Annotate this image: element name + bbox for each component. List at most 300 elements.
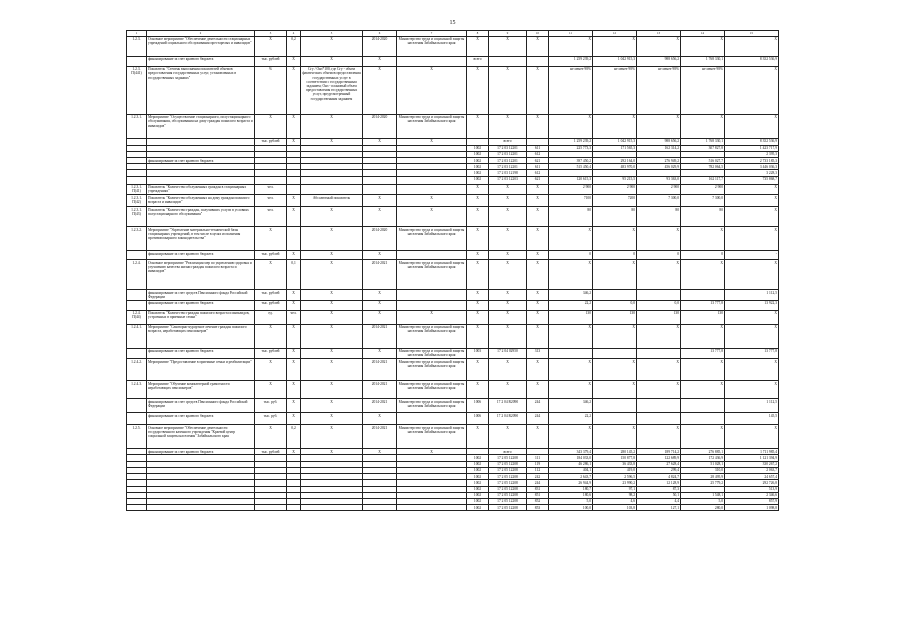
table-cell: X — [287, 300, 301, 310]
table-cell — [147, 505, 255, 511]
table-cell: 17 2 03 12201 — [489, 151, 527, 157]
table-cell — [397, 184, 467, 194]
table-cell: 397 450,2 — [549, 158, 593, 164]
table-cell: X — [301, 413, 363, 425]
table-cell: X — [549, 260, 593, 290]
table-cell: X — [489, 36, 527, 56]
table-cell: X — [255, 260, 287, 290]
table-cell: 313 — [527, 348, 549, 358]
table-cell: Министерство труда и социальной защиты населения Забайкальского края — [397, 36, 467, 56]
header-col-number: 13 — [637, 31, 681, 37]
table-row — [127, 359, 779, 381]
table-cell: X — [549, 114, 593, 138]
table-cell: тыс. рублей — [255, 56, 287, 66]
table-cell: Министерство труда и социальной защиты населения Забайкальского края — [397, 348, 467, 358]
table-cell: X — [363, 290, 397, 300]
table-cell: X — [467, 324, 489, 348]
table-cell: 17 2 05 12208 — [489, 486, 527, 492]
table-cell: 1.2.3.1. П(43) — [127, 207, 147, 227]
header-col-number: 6 — [363, 31, 397, 37]
table-row — [127, 505, 779, 511]
table-cell: X — [593, 36, 637, 56]
table-cell: X — [287, 66, 301, 114]
table-cell: Министерство труда и социальной защиты населения Забайкальского края — [397, 359, 467, 381]
table-cell: Основное мероприятие "Реализация мер по укреплению здоровья и улучшению качества жизни граждан пожилого возраста и инвалидов" — [147, 260, 255, 290]
table-cell: X — [637, 36, 681, 56]
table-cell: X — [255, 227, 287, 251]
table-cell: 150 877,8 — [593, 455, 637, 461]
table-cell: X — [637, 381, 681, 399]
table-cell: X — [255, 114, 287, 138]
table-cell: 0,2 — [287, 425, 301, 449]
header-col-number: 9 — [489, 31, 527, 37]
table-cell: 17 2 03 12201 — [489, 164, 527, 170]
table-cell: не менее 98% — [593, 66, 637, 114]
table-cell: 1.2.3. П(441) — [127, 66, 147, 114]
table-cell: Мероприятие "Осуществление стационарного, полустационарного обслуживания, обслуживания на дому граждан пожилого возраста и инвалидов" — [147, 114, 255, 138]
table-cell: X — [301, 300, 363, 310]
table-cell: 1.2.3.2. — [127, 227, 147, 251]
table-cell: X — [467, 300, 489, 310]
table-row — [127, 195, 779, 207]
table-cell: X — [363, 56, 397, 66]
table-cell: Министерство труда и социальной защиты населения Забайкальского края — [397, 399, 467, 413]
table-cell — [637, 290, 681, 300]
header-col-number: 5 — [301, 31, 363, 37]
table-cell: 851 — [527, 492, 549, 498]
table-cell: X — [637, 114, 681, 138]
table-cell: X — [527, 290, 549, 300]
table-cell: 1002 — [467, 164, 489, 170]
table-cell: 292 164,0 — [593, 158, 637, 164]
table-cell: 0,0 — [637, 300, 681, 310]
table-row — [127, 66, 779, 114]
table-cell: X — [287, 207, 301, 227]
table-cell: X — [363, 413, 397, 425]
table-cell: 25 779,2 — [681, 480, 725, 486]
table-cell: 857,9 — [725, 498, 779, 504]
table-cell: X — [527, 227, 549, 251]
table-cell: X — [301, 138, 363, 145]
table-cell: X — [301, 425, 363, 449]
table-cell: 2014-2020 — [363, 227, 397, 251]
table-cell: 51 028,1 — [681, 461, 725, 467]
table-cell: 612 — [527, 151, 549, 157]
table-cell: 2014-2021 — [363, 359, 397, 381]
table-cell: 17 2 04 02950 — [489, 348, 527, 358]
table-cell: Мероприятие "Санаторно-курортное лечение граждан пожилого возраста, неработающих пенсионеров" — [147, 324, 255, 348]
table-cell: X — [363, 310, 397, 324]
table-cell: 343 379,4 — [549, 449, 593, 455]
table-cell: 1002 — [467, 176, 489, 184]
table-cell: Министерство труда и социальной защиты населения Забайкальского края — [397, 114, 467, 138]
table-cell: 1 042 915,3 — [593, 138, 637, 145]
table-cell: финансирование за счет краевого бюджета — [147, 56, 255, 66]
table-row — [127, 114, 779, 138]
table-cell: 3 446 036,3 — [725, 164, 779, 170]
table-cell: X — [725, 207, 779, 227]
table-cell: 130 — [593, 310, 637, 324]
table-cell: 36 433,8 — [593, 461, 637, 467]
table-cell: X — [301, 290, 363, 300]
table-cell: 1 112,5 — [725, 290, 779, 300]
table-cell: X — [467, 227, 489, 251]
table-cell: тыс. руб. — [255, 413, 287, 425]
table-cell: X — [725, 310, 779, 324]
table-cell: X — [255, 324, 287, 348]
table-cell: тыс. рублей — [255, 449, 287, 455]
table-cell: 1002 — [467, 498, 489, 504]
table-cell: 513,9 — [725, 486, 779, 492]
table-row — [127, 381, 779, 399]
table-cell: X — [725, 195, 779, 207]
table-cell: 2 733 185,3 — [725, 158, 779, 164]
table-cell: 17 2 05 12208 — [489, 467, 527, 473]
table-cell: 17 2 03 12201 — [489, 158, 527, 164]
table-cell: X — [467, 66, 489, 114]
table-cell: 98,2 — [593, 492, 637, 498]
table-cell: X — [527, 184, 549, 194]
table-row — [127, 399, 779, 413]
table-cell: 1 259 239,2 — [549, 56, 593, 66]
table-cell: 13 777,8 — [681, 300, 725, 310]
table-cell: 1.2.3. — [127, 36, 147, 56]
table-row — [127, 324, 779, 348]
table-cell: X — [527, 66, 549, 114]
table-cell: чел. — [255, 195, 287, 207]
table-cell: X — [287, 114, 301, 138]
table-cell: 1002 — [467, 145, 489, 151]
table-cell: 1002 — [467, 474, 489, 480]
table-row — [127, 176, 779, 184]
table-cell — [397, 251, 467, 260]
table-cell — [489, 56, 527, 66]
table-cell: X — [527, 324, 549, 348]
table-cell: X — [301, 348, 363, 358]
table-row — [127, 36, 779, 56]
header-col-number: 2 — [147, 31, 255, 37]
table-cell: всего — [489, 449, 527, 455]
table-cell: X — [637, 425, 681, 449]
table-cell: финансирование за счет краевого бюджета — [147, 348, 255, 358]
table-cell — [127, 251, 147, 260]
table-cell: X — [489, 207, 527, 227]
table-row — [127, 413, 779, 425]
table-cell — [363, 184, 397, 194]
table-row — [127, 227, 779, 251]
table-cell: 292 726,8 — [725, 480, 779, 486]
table-cell: 12 128,9 — [637, 480, 681, 486]
table-cell: 162 117,7 — [681, 176, 725, 184]
table-cell: 2 900 — [637, 184, 681, 194]
header-col-number: 1 — [127, 31, 147, 37]
table-cell: 1 768 330,1 — [681, 56, 725, 66]
table-cell: 22,2 — [549, 300, 593, 310]
table-cell: Абсолютный показатель — [301, 195, 363, 207]
table-row — [127, 300, 779, 310]
table-cell: 1002 — [467, 455, 489, 461]
table-cell: 46 286,1 — [549, 461, 593, 467]
table-cell: 621 — [527, 176, 549, 184]
table-cell: 87,3 — [637, 486, 681, 492]
table-cell — [637, 348, 681, 358]
table-cell: 2014-2020 — [363, 114, 397, 138]
table-cell: 346,2 — [549, 399, 593, 413]
table-cell: 516 027,7 — [681, 158, 725, 164]
table-cell: тыс. рублей — [255, 138, 287, 145]
table-cell: Министерство труда и социальной защиты населения Забайкальского края — [397, 260, 467, 290]
table-cell: финансирование за счет краевого бюджета — [147, 413, 255, 425]
table-body — [127, 31, 779, 511]
table-cell: 0 — [681, 251, 725, 260]
table-cell: X — [489, 300, 527, 310]
table-cell: X — [287, 399, 301, 413]
table-cell: 0 — [549, 251, 593, 260]
table-cell: 1002 — [467, 467, 489, 473]
table-cell: 17 2 04 R2090 — [489, 399, 527, 413]
table-cell: Основное мероприятие "Обеспечение деятельности государственного казенного учреждения "Краевой центр социальной защиты населения" Забайкальского края — [147, 425, 255, 449]
table-cell: X — [681, 425, 725, 449]
table-cell: Сгу / Онз*100, где Сгу - объем фактических объемов предоставления государственных услуг в соответствии с государственным заданием; Онз - плановый объем предоставления государственных услуг, предусмотренный государственным заданием — [301, 66, 363, 114]
table-cell: X — [301, 56, 363, 66]
table-cell: 17 2 03 12198 — [489, 170, 527, 176]
table-cell: 130 — [549, 310, 593, 324]
table-cell: 13 777,8 — [681, 348, 725, 358]
table-cell: 145,5 — [725, 413, 779, 425]
table-cell: 100,0 — [549, 505, 593, 511]
table-cell: X — [527, 359, 549, 381]
header-col-number: 12 — [593, 31, 637, 37]
table-cell: X — [549, 324, 593, 348]
table-cell: X — [287, 413, 301, 425]
table-cell: 1003 — [467, 348, 489, 358]
table-cell: X — [725, 260, 779, 290]
table-cell: 7 300,0 — [681, 195, 725, 207]
table-row — [127, 138, 779, 145]
table-cell: финансирование за счет краевого бюджета — [147, 251, 255, 260]
table-cell: 50,1 — [637, 492, 681, 498]
table-cell: 1.2.3.1. — [127, 114, 147, 138]
table-cell: 244 — [527, 413, 549, 425]
table-cell: 80 — [549, 207, 593, 227]
table-cell: Основное мероприятие "Обеспечение деятельности стационарных учреждений социального обслуживания престарелых и инвалидов" — [147, 36, 255, 56]
table-cell: X — [301, 381, 363, 399]
table-cell: 2 900 — [593, 184, 637, 194]
table-cell: 120 615,3 — [549, 176, 593, 184]
table-cell: X — [527, 381, 549, 399]
table-cell: 80 — [593, 207, 637, 227]
table-cell: X — [301, 399, 363, 413]
table-cell: 1.2.3.1. П(41) — [127, 184, 147, 194]
table-cell: 5,0 — [681, 498, 725, 504]
table-cell: X — [363, 66, 397, 114]
header-col-number: 10 — [527, 31, 549, 37]
table-cell: X — [549, 425, 593, 449]
table-cell: X — [681, 227, 725, 251]
table-cell — [127, 138, 147, 145]
table-cell: X — [681, 324, 725, 348]
table-cell: 988 656,2 — [637, 138, 681, 145]
table-cell — [147, 138, 255, 145]
page-number: 15 — [449, 20, 456, 26]
table-cell: X — [467, 290, 489, 300]
table-cell: X — [467, 260, 489, 290]
header-col-number: 11 — [549, 31, 593, 37]
table-cell: 1 042 915,3 — [593, 56, 637, 66]
table-cell: 2014-2021 — [363, 260, 397, 290]
table-cell: 17 2 05 12208 — [489, 461, 527, 467]
table-cell: 1 259 239,2 — [549, 138, 593, 145]
table-cell: 22,2 — [549, 413, 593, 425]
table-cell: 611 — [527, 164, 549, 170]
table-cell: тыс. рублей — [255, 300, 287, 310]
table-cell: 17 2 05 12208 — [489, 480, 527, 486]
table-cell — [301, 176, 363, 184]
table-row — [127, 290, 779, 300]
table-cell: 17 2 05 12208 — [489, 474, 527, 480]
table-cell: X — [363, 449, 397, 455]
table-cell: 0,1 — [287, 260, 301, 290]
table-cell: X — [301, 114, 363, 138]
table-cell — [127, 56, 147, 66]
table-cell: 17 2 05 12208 — [489, 455, 527, 461]
table-cell: 242 — [527, 474, 549, 480]
table-cell: чел. — [287, 310, 301, 324]
table-cell — [549, 348, 593, 358]
table-cell: X — [287, 449, 301, 455]
table-cell: X — [489, 290, 527, 300]
table-cell: тыс. рублей — [255, 290, 287, 300]
table-cell: 782 064,5 — [681, 164, 725, 170]
header-col-number: 14 — [681, 31, 725, 37]
table-cell: 180,7 — [549, 486, 593, 492]
table-cell: 122 689,9 — [637, 455, 681, 461]
table-cell: X — [397, 66, 467, 114]
table-cell: 189 714,2 — [637, 449, 681, 455]
table-cell: X — [681, 359, 725, 381]
table-cell: X — [527, 425, 549, 449]
table-cell: 2 346,6 — [725, 492, 779, 498]
table-cell: 4,4 — [637, 498, 681, 504]
table-cell — [127, 300, 147, 310]
table-cell: X — [681, 260, 725, 290]
table-cell: 1006 — [467, 399, 489, 413]
table-cell — [681, 399, 725, 413]
table-cell — [637, 413, 681, 425]
header-col-number: 7 — [397, 31, 467, 37]
table-cell: 2014-2021 — [363, 324, 397, 348]
table-cell: X — [725, 381, 779, 399]
table-row — [127, 310, 779, 324]
table-cell: X — [549, 36, 593, 56]
table-cell: 1002 — [467, 170, 489, 176]
table-cell: 310,0 — [681, 467, 725, 473]
table-cell — [593, 290, 637, 300]
table-cell: финансирование за счет краевого бюджета — [147, 449, 255, 455]
table-cell — [255, 176, 287, 184]
table-cell: X — [287, 290, 301, 300]
table-cell: X — [637, 260, 681, 290]
table-cell — [127, 348, 147, 358]
table-cell: X — [489, 381, 527, 399]
table-cell: X — [681, 114, 725, 138]
table-cell: X — [527, 260, 549, 290]
table-cell: 17 2 05 12208 — [489, 505, 527, 511]
table-cell: X — [681, 36, 725, 56]
table-cell: 852 — [527, 498, 549, 504]
table-cell: X — [725, 359, 779, 381]
table-cell: 0,2 — [287, 36, 301, 56]
table-cell: 130 — [637, 310, 681, 324]
table-cell — [127, 399, 147, 413]
table-cell: X — [637, 324, 681, 348]
table-cell: X — [467, 310, 489, 324]
table-cell: X — [363, 251, 397, 260]
table-cell: X — [489, 184, 527, 194]
table-cell: X — [397, 207, 467, 227]
table-cell: X — [725, 36, 779, 56]
table-cell: X — [301, 310, 363, 324]
table-cell: X — [593, 260, 637, 290]
table-row — [127, 348, 779, 358]
table-cell: 853 — [527, 505, 549, 511]
table-cell: 276 885,1 — [681, 449, 725, 455]
table-cell: 483 970,0 — [593, 164, 637, 170]
table-cell: X — [287, 359, 301, 381]
table-cell: X — [363, 195, 397, 207]
header-col-number: 15 — [725, 31, 779, 37]
table-cell: 7100 — [549, 195, 593, 207]
table-cell: 28 495,9 — [681, 474, 725, 480]
table-cell: 1002 — [467, 151, 489, 157]
table-cell: 1 768 330,1 — [681, 138, 725, 145]
table-cell: X — [527, 36, 549, 56]
table-cell: X — [301, 227, 363, 251]
table-cell: X — [467, 207, 489, 227]
table-cell: 93 363,0 — [637, 176, 681, 184]
table-cell: Показатель "Количество граждан, получивших услуги в условиях полустационарного обслуживания" — [147, 207, 255, 227]
table-cell: 2 596,5 — [593, 474, 637, 480]
table-cell: 735 868,7 — [725, 176, 779, 184]
table-cell: 280 145,2 — [593, 449, 637, 455]
program-table — [126, 30, 779, 511]
table-cell: X — [301, 207, 363, 227]
table-cell: 97,1 — [593, 486, 637, 492]
table-cell: X — [287, 324, 301, 348]
table-cell: 0 — [593, 251, 637, 260]
table-row — [127, 251, 779, 260]
table-cell: 17 2 03 12203 — [489, 176, 527, 184]
table-cell: Мероприятие "Предоставление в приемные семьи и реабилитации" — [147, 359, 255, 381]
table-cell — [127, 413, 147, 425]
table-cell: X — [725, 184, 779, 194]
table-cell: 17 2 03 12201 — [489, 145, 527, 151]
table-cell — [287, 176, 301, 184]
table-cell — [637, 399, 681, 413]
table-cell: 8 352 536,9 — [725, 56, 779, 66]
table-cell: X — [363, 300, 397, 310]
table-cell: Министерство труда и социальной защиты населения Забайкальского края — [397, 425, 467, 449]
table-cell: 1.2.4.3. — [127, 381, 147, 399]
table-cell: X — [467, 36, 489, 56]
table-cell: финансирование за счет средств Пенсионного фонда Российской Федерации — [147, 399, 255, 413]
table-cell: X — [255, 381, 287, 399]
table-cell: 244 — [527, 399, 549, 413]
table-cell: всего — [467, 56, 489, 66]
table-cell: Мероприятие "Обучение компьютерной грамотности неработающих пенсионеров" — [147, 381, 255, 399]
table-cell: Мероприятие "Укрепление материально-технической базы стационарных учреждений, в том числе в целях исполнения противопожарного законодательства" — [147, 227, 255, 251]
table-cell — [287, 227, 301, 251]
